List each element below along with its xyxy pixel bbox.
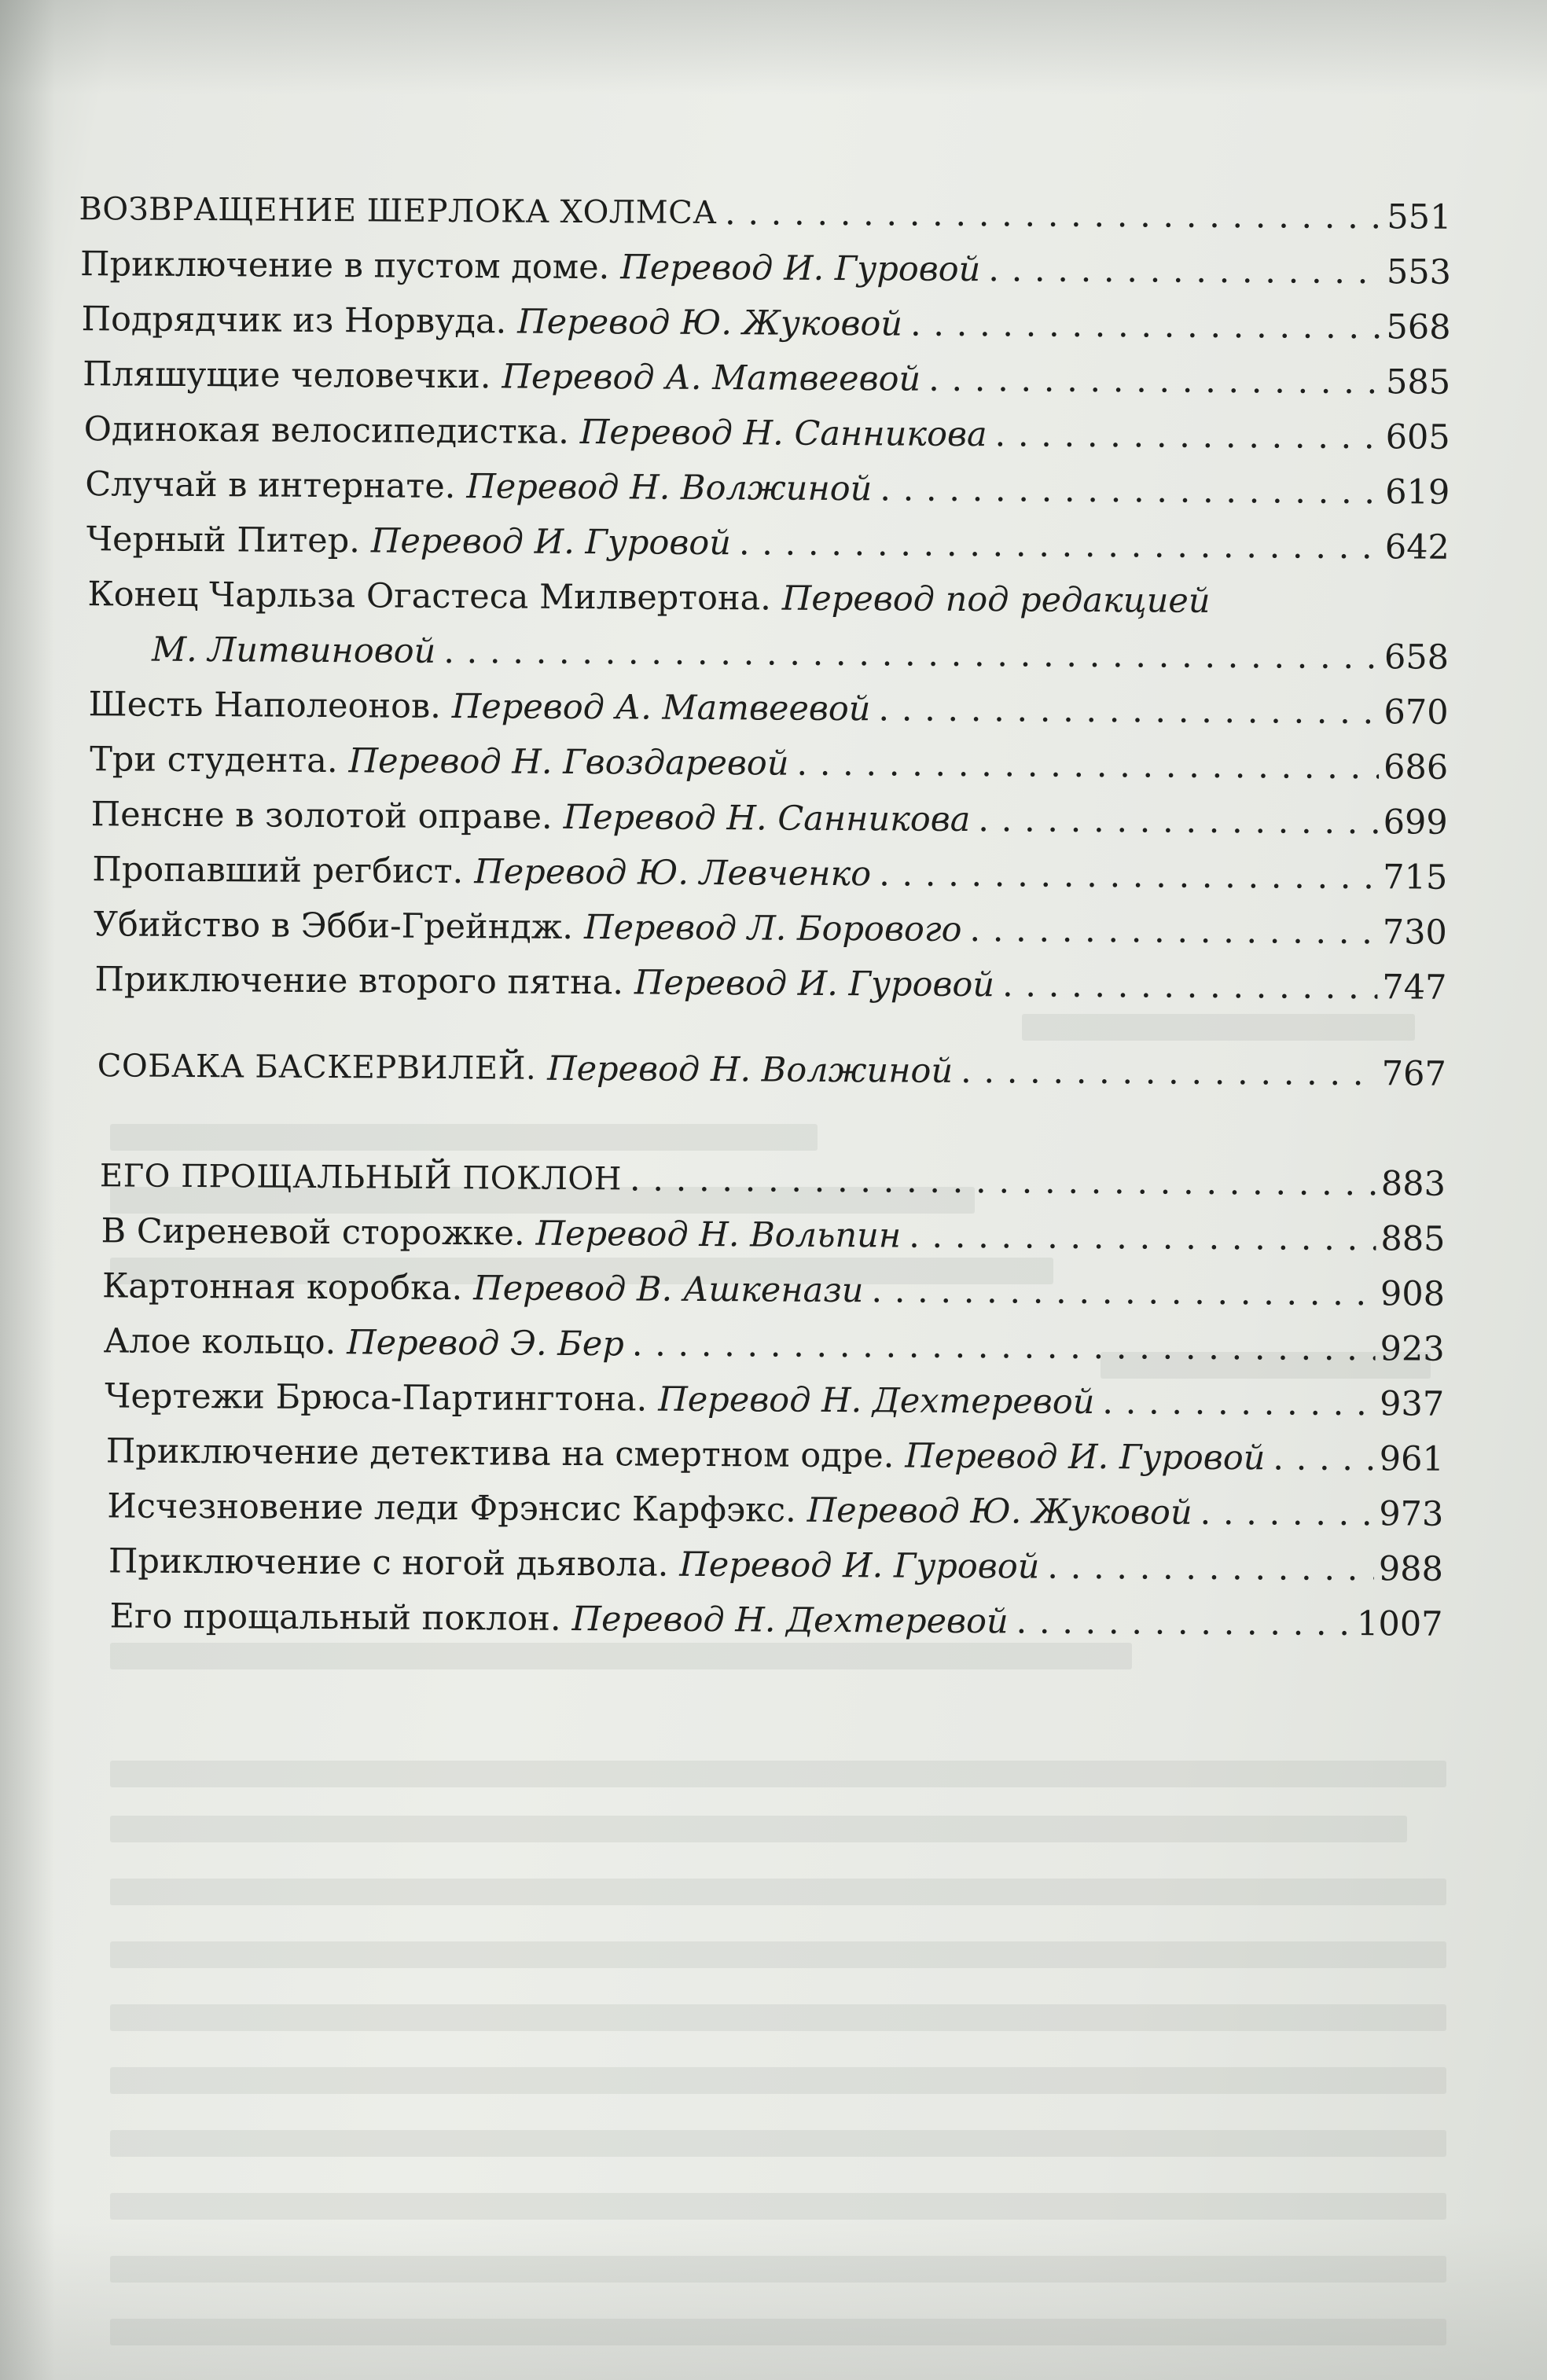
- toc-entry: [108, 1541, 1443, 1589]
- story-title: Одинокая велосипедистка.: [83, 410, 570, 452]
- story-title: Конец Чарльза Огастеса Милвертона.: [87, 575, 772, 619]
- toc-entry: [107, 1486, 1443, 1534]
- page-number: 551: [1387, 197, 1452, 237]
- translator: Перевод И. Гуровой: [679, 1544, 1040, 1587]
- toc-entry: [104, 1320, 1445, 1369]
- story-title: Пенсне в золотой оправе.: [90, 795, 553, 837]
- translator: Перевод Э. Бер: [347, 1323, 624, 1364]
- story-title: Приключение второго пятна.: [94, 960, 624, 1003]
- page-number: 908: [1380, 1274, 1446, 1314]
- page-number: 686: [1383, 747, 1449, 788]
- translator: Перевод Л. Борового: [583, 908, 962, 949]
- translator: Перевод Н. Дехтеревой: [571, 1599, 1009, 1642]
- translator: М. Литвиновой: [151, 630, 436, 671]
- page-number: 699: [1383, 803, 1448, 843]
- page-number: 885: [1380, 1219, 1446, 1259]
- translator: Перевод А. Матвеевой: [451, 687, 871, 729]
- translator: Перевод И. Гуровой: [634, 963, 995, 1005]
- translator: Перевод под редакцией: [781, 578, 1211, 621]
- section-heading: [100, 1155, 1446, 1204]
- translator: Перевод А. Матвеевой: [502, 357, 921, 399]
- toc-entry: [80, 244, 1451, 293]
- story-title: Исчезновение леди Фрэнсис Карфэкс.: [107, 1486, 796, 1530]
- toc-entry-first-line: [87, 574, 1210, 622]
- story-title: Чертежи Брюса-Партингтона.: [105, 1376, 648, 1420]
- toc-entry: [90, 739, 1448, 788]
- toc-entry: [83, 354, 1450, 403]
- toc-entry: [91, 794, 1448, 843]
- toc-entry: [84, 409, 1450, 458]
- page-number: 642: [1384, 527, 1450, 567]
- translator: Перевод Н. Дехтеревой: [658, 1379, 1095, 1423]
- translator: Перевод Ю. Жуковой: [807, 1490, 1192, 1533]
- toc-entry: [92, 849, 1447, 898]
- page-number: 961: [1379, 1439, 1444, 1479]
- page-number: 585: [1385, 362, 1451, 402]
- page-number: 553: [1386, 252, 1452, 292]
- translator: Перевод И. Гуровой: [370, 521, 732, 564]
- toc-entry: [101, 1210, 1445, 1259]
- story-title: Алое кольцо.: [103, 1321, 336, 1363]
- story-title: Его прощальный поклон.: [109, 1596, 561, 1639]
- story-title: Убийство в Эбби-Грейндж.: [93, 905, 574, 947]
- page-number: 715: [1383, 858, 1448, 898]
- story-title: Подрядчик из Норвуда.: [81, 299, 507, 342]
- translator: Перевод Н. Волжиной: [547, 1049, 954, 1091]
- toc-entry: [105, 1375, 1444, 1424]
- page-number: 1007: [1356, 1604, 1443, 1644]
- translator: Перевод И. Гуровой: [620, 248, 981, 290]
- toc-entry: [81, 299, 1450, 348]
- story-title: Три студента.: [90, 740, 338, 781]
- page-number: 973: [1379, 1494, 1444, 1534]
- translator: Перевод Ю. Жуковой: [517, 302, 903, 344]
- story-title: Случай в интернате.: [85, 465, 456, 507]
- page-number: 747: [1382, 968, 1447, 1008]
- translator: Перевод И. Гуровой: [905, 1436, 1266, 1478]
- section-heading: [97, 1045, 1446, 1094]
- toc-entry: [88, 684, 1448, 733]
- toc-entry: [94, 904, 1447, 953]
- section-title: СОБАКА БАСКЕРВИЛЕЙ.: [97, 1048, 537, 1087]
- section-heading: [79, 189, 1451, 238]
- toc-entry: [85, 464, 1450, 513]
- page-number: 923: [1380, 1329, 1445, 1369]
- story-title: Картонная коробка.: [101, 1266, 463, 1309]
- translator: Перевод Н. Санникова: [579, 413, 987, 455]
- story-title: Приключение детектива на смертном одре.: [105, 1431, 895, 1476]
- toc-entry: [106, 1431, 1444, 1479]
- toc-entry: [109, 1596, 1442, 1644]
- page-number: 730: [1382, 913, 1448, 953]
- page-number: 988: [1378, 1549, 1444, 1589]
- page-number: 670: [1383, 692, 1449, 733]
- story-title: Приключение с ногой дьявола.: [108, 1541, 669, 1585]
- translator: Перевод Н. Вольпин: [535, 1214, 902, 1256]
- page-number: 767: [1381, 1054, 1446, 1094]
- page-number: 658: [1383, 637, 1450, 678]
- page-number: 937: [1379, 1384, 1445, 1424]
- story-title: Пляшущие человечки.: [83, 354, 491, 397]
- section-title: ВОЗВРАЩЕНИЕ ШЕРЛОКА ХОЛМСА: [79, 191, 718, 232]
- toc-entry: [94, 959, 1446, 1008]
- toc-entry: [102, 1265, 1445, 1314]
- page-number: 568: [1386, 307, 1451, 347]
- section-title: ЕГО ПРОЩАЛЬНЫЙ ПОКЛОН: [99, 1158, 623, 1198]
- story-title: В Сиреневой сторожке.: [101, 1211, 525, 1254]
- translator: Перевод В. Ашкенази: [473, 1269, 864, 1311]
- story-title: Приключение в пустом доме.: [79, 244, 610, 288]
- toc-entry-continuation: [152, 630, 1449, 678]
- translator: Перевод Н. Гвоздаревой: [348, 741, 789, 784]
- page-number: 883: [1380, 1164, 1446, 1204]
- toc-entry: [86, 519, 1450, 568]
- translator: Перевод Н. Санникова: [563, 797, 971, 840]
- translator: Перевод Н. Волжиной: [466, 467, 873, 509]
- story-title: Черный Питер.: [86, 520, 361, 561]
- page-number: 619: [1385, 472, 1450, 512]
- translator: Перевод Ю. Левченко: [474, 852, 872, 894]
- story-title: Пропавший регбист.: [92, 850, 464, 892]
- page-number: 605: [1385, 417, 1450, 457]
- story-title: Шесть Наполеонов.: [88, 685, 441, 726]
